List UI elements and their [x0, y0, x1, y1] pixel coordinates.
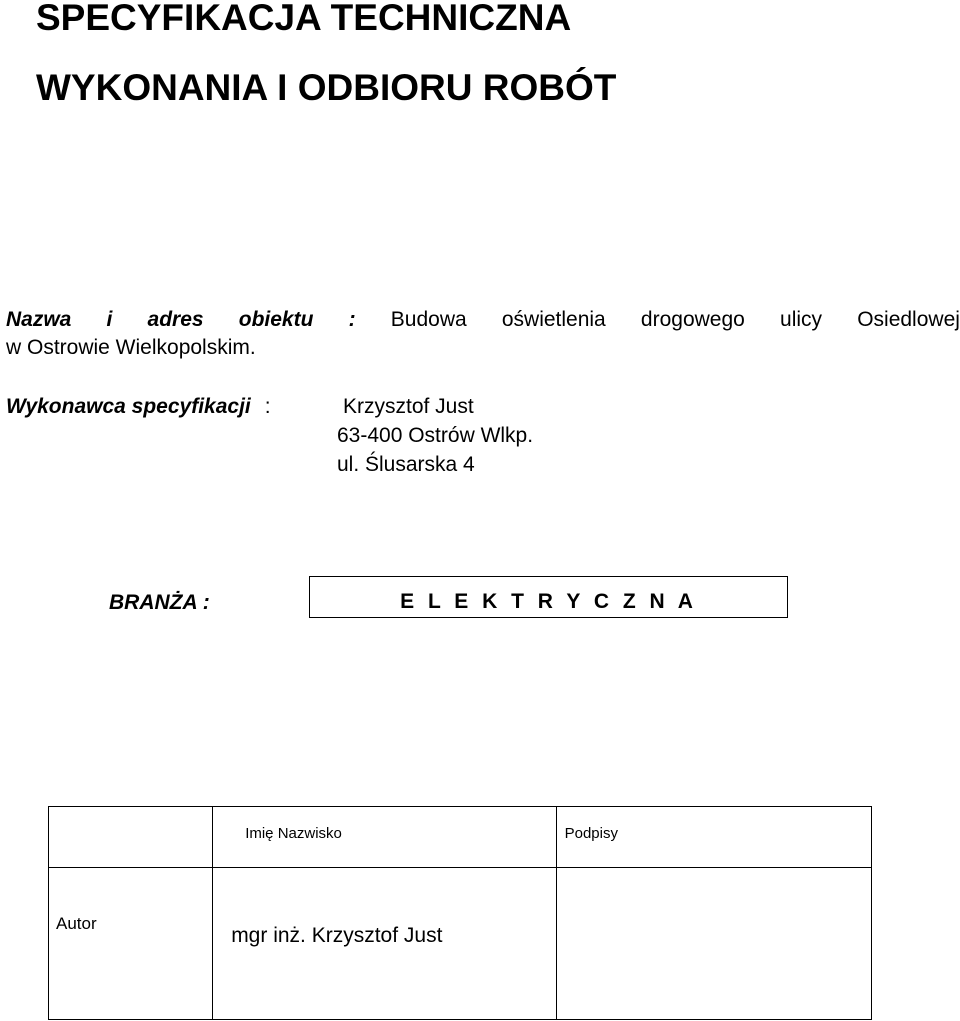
object-word: ulicy	[780, 308, 823, 331]
author-name: mgr inż. Krzysztof Just	[213, 868, 556, 1020]
branch-label: BRANŻA :	[109, 591, 210, 614]
object-label-word: obiektu	[238, 308, 314, 331]
document-title-line2: WYKONANIA I ODBIORU ROBÓT	[36, 67, 617, 108]
object-word: drogowego	[640, 308, 745, 331]
object-word: oświetlenia	[501, 308, 606, 331]
branch-value: E L E K T R Y C Z N A	[400, 590, 697, 613]
object-line2: w Ostrowie Wielkopolskim.	[6, 336, 256, 359]
object-section	[6, 306, 960, 362]
object-label-word: adres	[147, 308, 204, 331]
object-label: Nazwa	[6, 308, 72, 331]
contractor-street: ul. Ślusarska 4	[337, 453, 475, 476]
contractor-label: Wykonawca specyfikacji	[6, 395, 251, 418]
empty-header-cell	[49, 807, 213, 868]
document-title-line1: SPECYFIKACJA TECHNICZNA	[36, 0, 572, 38]
signature-header: Podpisy	[556, 807, 871, 868]
signature-table	[48, 806, 872, 1020]
object-colon: :	[348, 308, 356, 331]
branch-box	[309, 576, 788, 618]
object-label-word: i	[106, 308, 113, 331]
object-word: Budowa	[390, 308, 467, 331]
author-row	[49, 868, 872, 1020]
contractor-label-row	[6, 392, 291, 421]
signature-header-row	[49, 807, 872, 868]
contractor-city: 63-400 Ostrów Wlkp.	[337, 424, 534, 447]
author-label: Autor	[49, 868, 213, 1020]
signature-cell	[556, 868, 871, 1020]
object-line1	[6, 306, 960, 334]
contractor-colon: :	[264, 395, 271, 418]
name-header: Imię Nazwisko	[213, 807, 556, 868]
object-word: Osiedlowej	[857, 308, 960, 331]
contractor-name: Krzysztof Just	[343, 395, 474, 418]
